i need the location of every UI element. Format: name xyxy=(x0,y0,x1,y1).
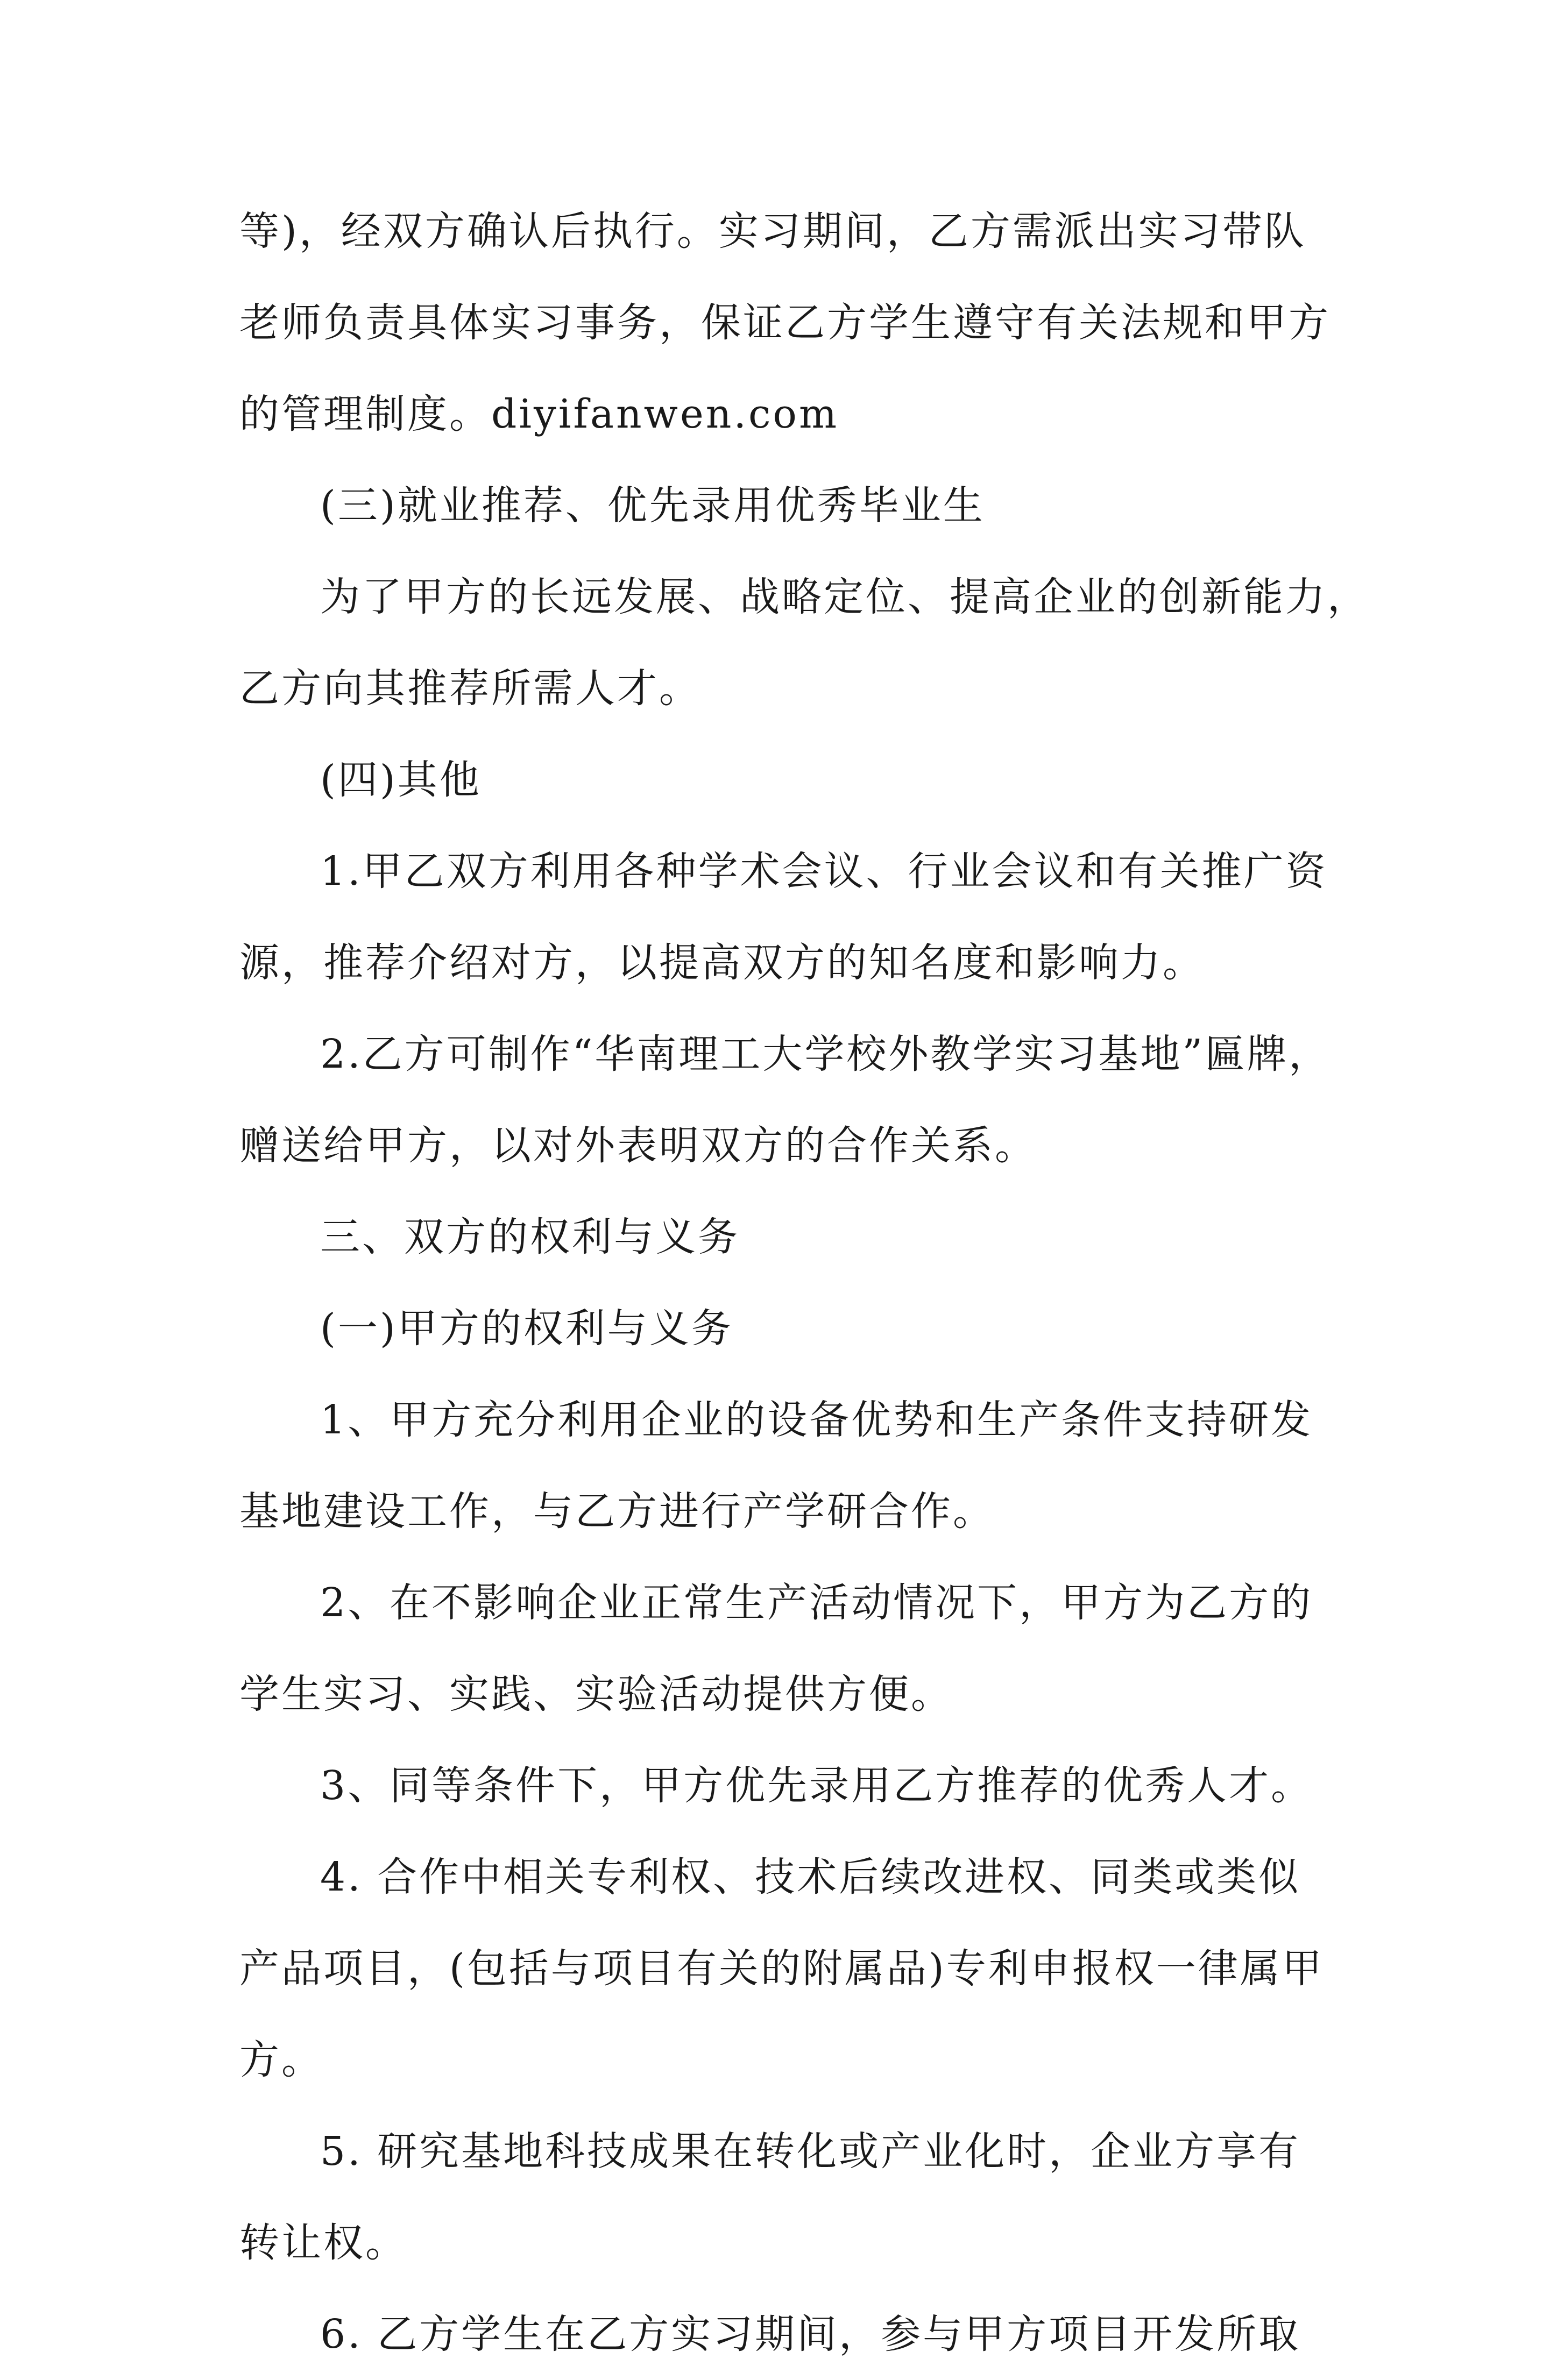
section-heading: 三、双方的权利与义务 xyxy=(320,1214,740,1260)
text-line: 乙方向其推荐所需人才。 xyxy=(239,665,701,712)
text-line: 赠送给甲方，以对外表明双方的合作关系。 xyxy=(239,1122,1037,1169)
text-line: 方。 xyxy=(239,2037,323,2083)
text-line: 老师负责具体实习事务，保证乙方学生遵守有关法规和甲方 xyxy=(239,300,1330,346)
document-body xyxy=(239,186,1369,2380)
text-line: 等)，经双方确认后执行。实习期间，乙方需派出实习带队 xyxy=(239,208,1306,254)
section-heading: (三)就业推荐、优先录用优秀毕业生 xyxy=(320,482,985,529)
text-line: 4. 合作中相关专利权、技术后续改进权、同类或类似 xyxy=(320,1854,1301,1900)
text-line: 基地建设工作，与乙方进行产学研合作。 xyxy=(239,1488,995,1534)
text-line: 2.乙方可制作“华南理工大学校外教学实习基地”匾牌， xyxy=(320,1031,1331,1077)
section-heading: (一)甲方的权利与义务 xyxy=(320,1305,733,1352)
text-line: 6. 乙方学生在乙方实习期间，参与甲方项目开发所取 xyxy=(320,2311,1301,2357)
text-line: 1.甲乙双方利用各种学术会议、行业会议和有关推广资 xyxy=(320,848,1328,894)
text-line: 2、在不影响企业正常生产活动情况下，甲方为乙方的 xyxy=(320,1580,1313,1626)
text-line: 1、甲方充分利用企业的设备优势和生产条件支持研发 xyxy=(320,1397,1313,1443)
text-line: 为了甲方的长远发展、战略定位、提高企业的创新能力， xyxy=(320,574,1369,620)
section-heading: (四)其他 xyxy=(320,757,482,803)
text-line: 5. 研究基地科技成果在转化或产业化时，企业方享有 xyxy=(320,2128,1301,2175)
text-line: 学生实习、实践、实验活动提供方便。 xyxy=(239,1671,953,1717)
text-line: 产品项目，(包括与项目有关的附属品)专利申报权一律属甲 xyxy=(239,1945,1324,1992)
text-line: 的管理制度。diyifanwen.com xyxy=(239,391,839,437)
text-line: 3、同等条件下，甲方优先录用乙方推荐的优秀人才。 xyxy=(320,1763,1313,1809)
text-line: 转让权。 xyxy=(239,2220,407,2266)
text-line: 源，推荐介绍对方，以提高双方的知名度和影响力。 xyxy=(239,940,1205,986)
